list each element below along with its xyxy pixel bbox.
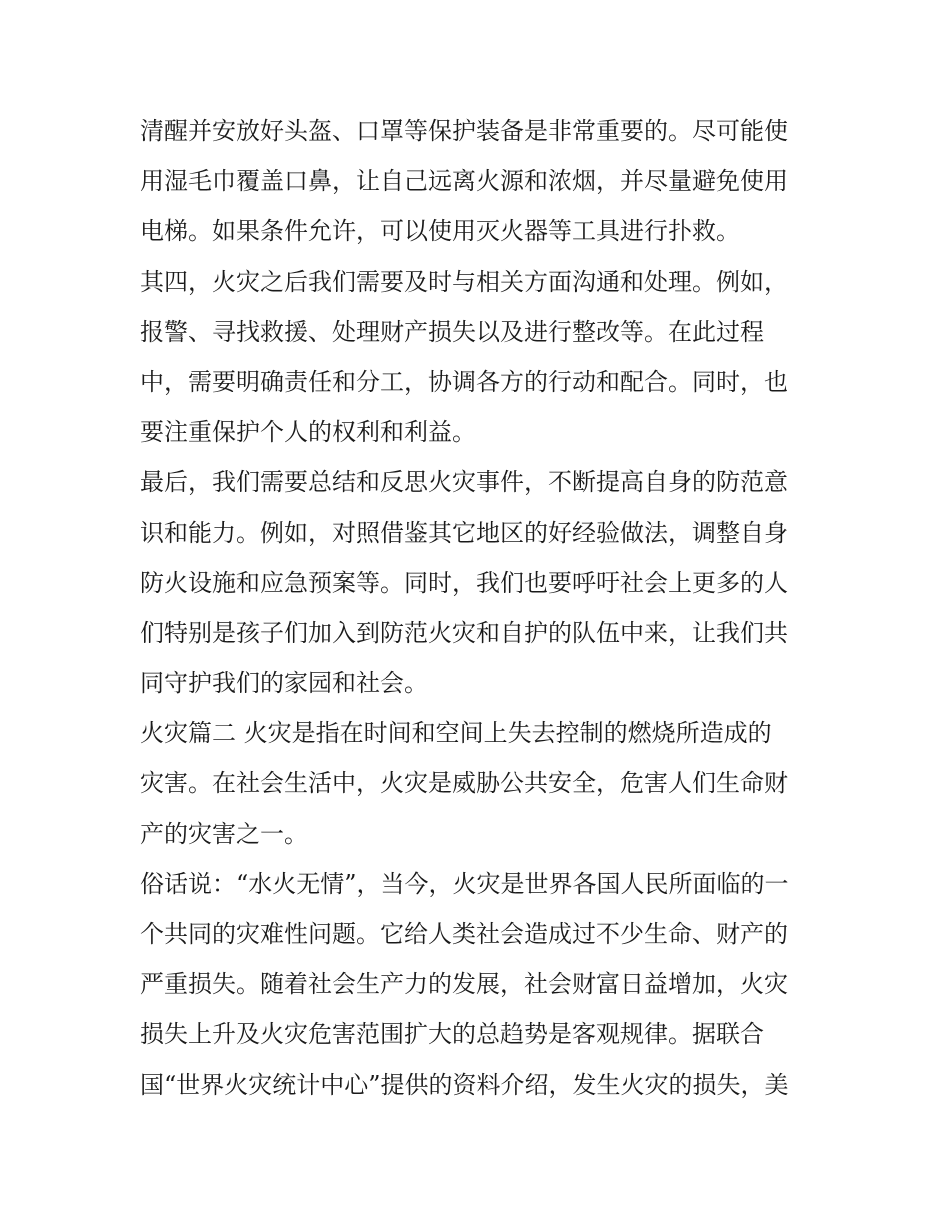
text-line: 火灾篇二 火灾是指在时间和空间上失去控制的燃烧所造成的 [140,719,772,748]
text-line: 报警、寻找救援、处理财产损失以及进行整改等。在此过程 [140,317,764,346]
text-line: 最后，我们需要总结和反思火灾事件，不断提高自身的防范意 [140,468,788,497]
text-line: 用湿毛巾覆盖口鼻，让自己远离火源和浓烟，并尽量避免使用 [140,167,788,196]
text-line: 要注重保护个人的权利和利益。 [140,418,476,447]
body-text [140,106,830,1110]
text-line: 损失上升及火灾危害范围扩大的总趋势是客观规律。据联合 [140,1020,764,1049]
text-line: 产的灾害之一。 [140,819,308,848]
text-line: 电梯。如果条件允许，可以使用灭火器等工具进行扑救。 [140,217,740,246]
text-line: 识和能力。例如，对照借鉴其它地区的好经验做法，调整自身 [140,518,788,547]
text-line: 俗话说：“水火无情”，当今，火灾是世界各国人民所面临的一 [140,869,789,898]
text-line: 中，需要明确责任和分工，协调各方的行动和配合。同时，也 [140,367,788,396]
text-line: 灾害。在社会生活中，火灾是威胁公共安全，危害人们生命财 [140,769,788,798]
text-line: 清醒并安放好头盔、口罩等保护装备是非常重要的。尽可能使 [140,117,788,145]
text-line: 严重损失。随着社会生产力的发展，社会财富日益增加，火灾 [140,970,788,999]
text-line: 国“世界火灾统计中心”提供的资料介绍，发生火灾的损失，美 [140,1070,789,1099]
text-line: 防火设施和应急预案等。同时，我们也要呼吁社会上更多的人 [140,568,788,597]
text-line: 们特别是孩子们加入到防范火灾和自护的队伍中来，让我们共 [140,618,788,647]
text-line: 同守护我们的家园和社会。 [140,669,428,698]
text-line: 个共同的灾难性问题。它给人类社会造成过不少生命、财产的 [140,920,788,948]
text-line: 其四，火灾之后我们需要及时与相关方面沟通和处理。例如， [140,267,788,296]
